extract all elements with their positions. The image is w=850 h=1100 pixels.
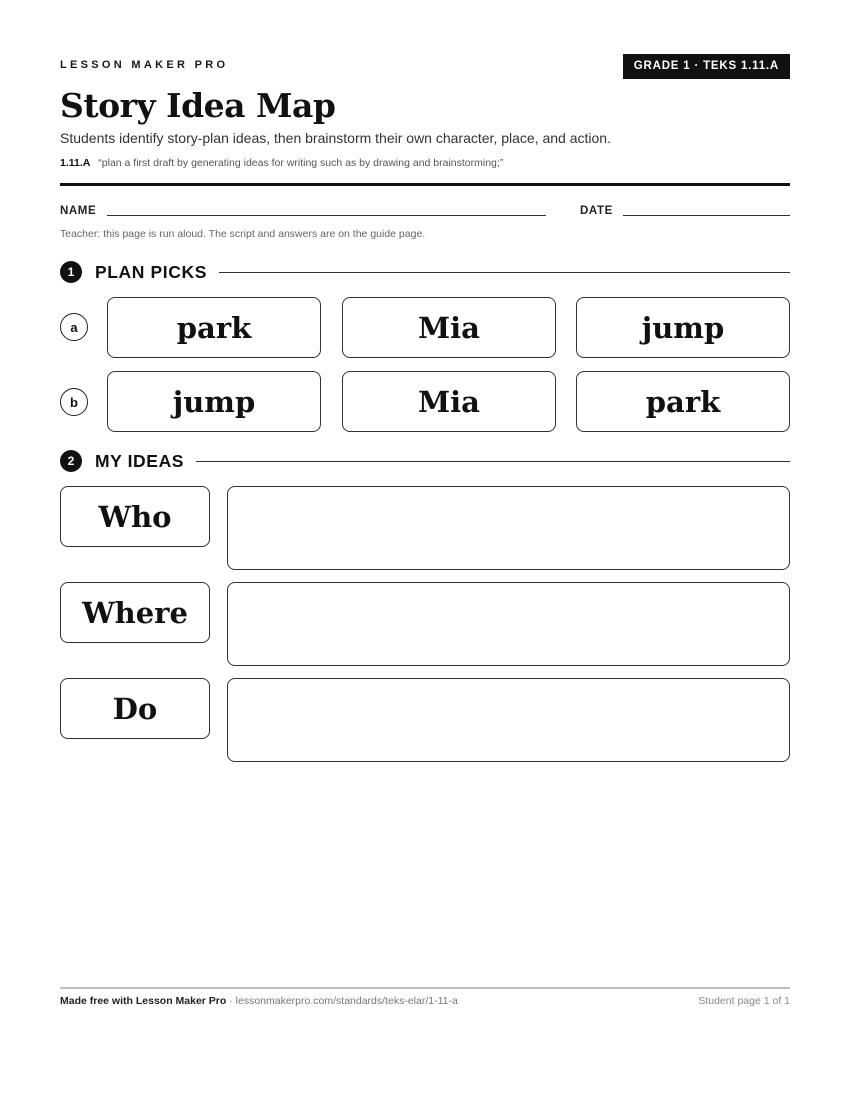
name-label: NAME <box>60 205 97 217</box>
section-title: PLAN PICKS <box>95 261 207 282</box>
header-divider <box>60 183 790 186</box>
footer-credit <box>60 995 458 1007</box>
footer-divider <box>60 987 790 989</box>
section-rule <box>219 272 790 273</box>
section-number-badge: 1 <box>60 261 82 283</box>
idea-write-box-who[interactable] <box>227 486 790 570</box>
word-choice-b2[interactable]: Mia <box>342 371 556 432</box>
standard-line <box>60 157 503 169</box>
word-choice-a3[interactable]: jump <box>576 297 790 358</box>
idea-write-box-where[interactable] <box>227 582 790 666</box>
teacher-note: Teacher: this page is run aloud. The script and answers are on the guide page. <box>60 228 426 240</box>
standard-text: “plan a first draft by generating ideas for writing such as by drawing and brainstorming;” <box>98 157 504 169</box>
section-plan-picks-header <box>60 261 790 283</box>
section-rule <box>196 461 790 462</box>
grade-standard-badge: GRADE 1 · TEKS 1.11.A <box>623 54 790 79</box>
section-my-ideas-header <box>60 450 790 472</box>
section-number-badge: 2 <box>60 450 82 472</box>
footer-separator: · <box>226 995 236 1007</box>
section-title: MY IDEAS <box>95 450 185 471</box>
idea-write-box-do[interactable] <box>227 678 790 762</box>
page-title: Story Idea Map <box>60 86 336 125</box>
idea-label-where: Where <box>60 582 210 643</box>
footer-made-by: Made free with Lesson Maker Pro <box>60 995 227 1007</box>
page-subtitle: Students identify story-plan ideas, then brainstorm their own character, place, and action. <box>60 130 611 146</box>
row-label-b: b <box>60 388 88 416</box>
footer-url[interactable]: lessonmakerpro.com/standards/teks-elar/1-11-a <box>235 995 458 1007</box>
date-field[interactable] <box>623 215 790 216</box>
date-label: DATE <box>580 205 613 217</box>
word-choice-b3[interactable]: park <box>576 371 790 432</box>
row-label-a: a <box>60 313 88 341</box>
brand-name: LESSON MAKER PRO <box>60 59 229 71</box>
word-choice-b1[interactable]: jump <box>107 371 321 432</box>
idea-label-who: Who <box>60 486 210 547</box>
footer-page-number: Student page 1 of 1 <box>698 995 790 1007</box>
word-choice-a1[interactable]: park <box>107 297 321 358</box>
word-choice-a2[interactable]: Mia <box>342 297 556 358</box>
standard-code: 1.11.A <box>60 157 91 169</box>
name-field[interactable] <box>107 215 546 216</box>
idea-label-do: Do <box>60 678 210 739</box>
